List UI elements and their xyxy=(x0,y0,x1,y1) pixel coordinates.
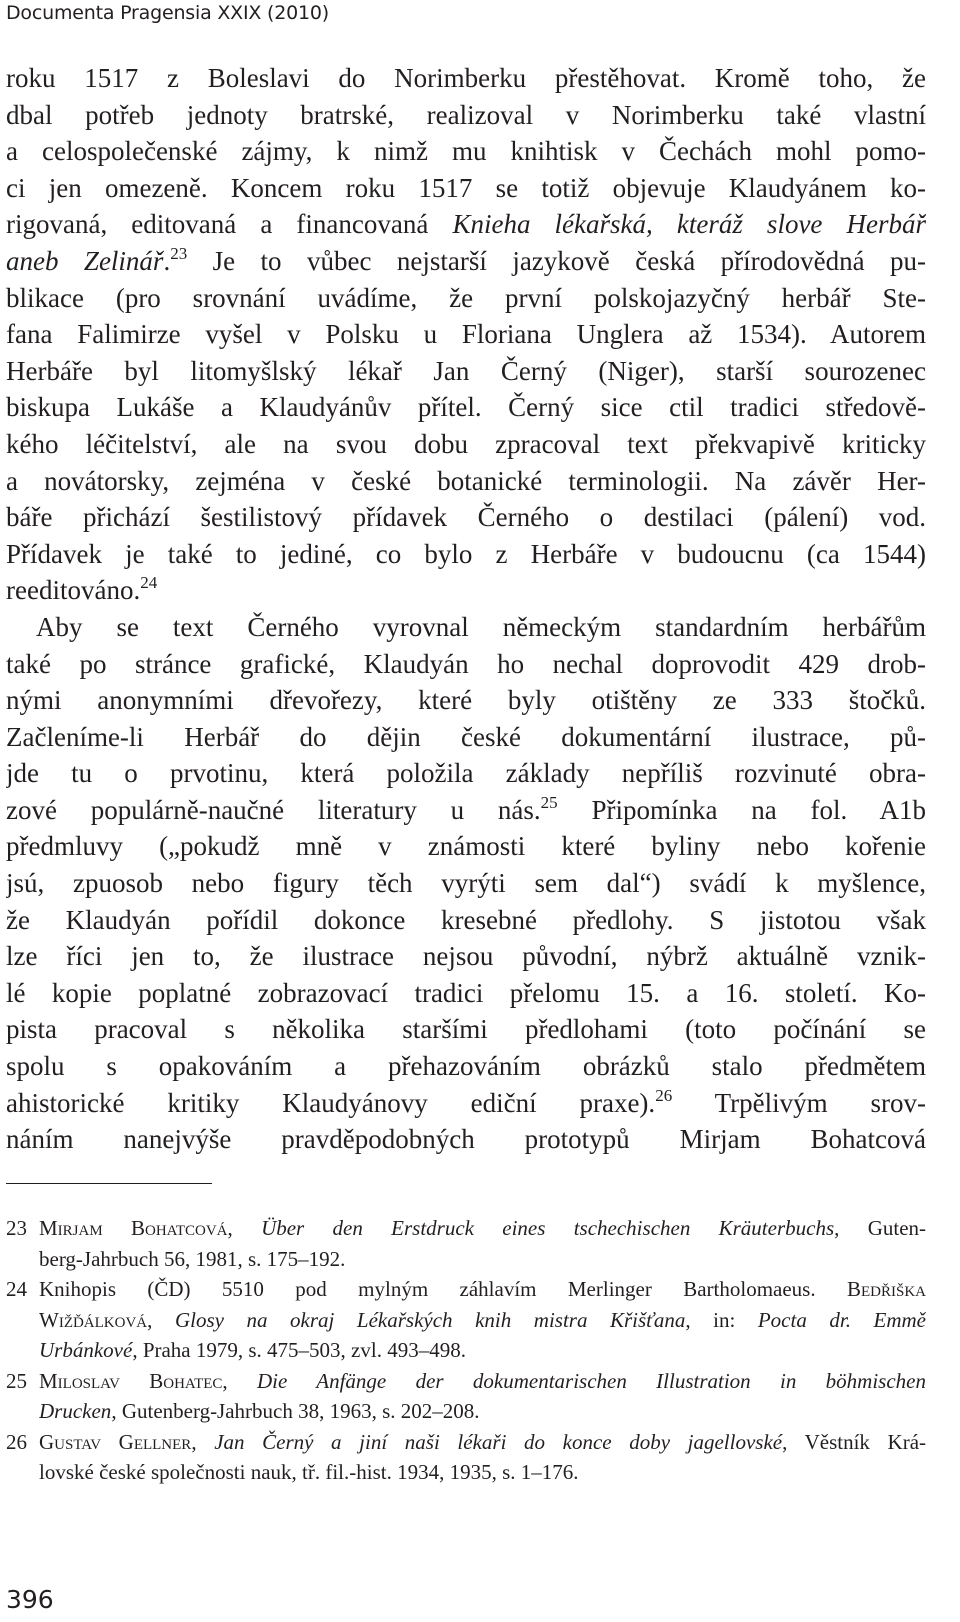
footnote-ref-26[interactable]: 26 xyxy=(655,1085,673,1105)
paragraph-2 xyxy=(6,609,926,1158)
text-run: Knihopis (ČD) 5510 pod mylným záhlavím Merlinger Bartholomaeus. xyxy=(39,1277,847,1301)
author-name: Gustav Gellner xyxy=(39,1429,192,1454)
text-line: že Klaudyán pořídil dokonce kresebné předlohy. S jistotou však xyxy=(6,904,926,935)
work-title-italic: Pocta dr. Emmě xyxy=(757,1307,926,1332)
text-line xyxy=(6,792,926,829)
footnote-line: berg-Jahrbuch 56, 1981, s. 175–192. xyxy=(39,1246,346,1271)
text-run: zové populárně-naučné literatury u nás. xyxy=(6,794,541,825)
author-name: Mirjam Bohatcová xyxy=(39,1216,228,1240)
text-line: jsú, zpuosob nebo figury těch vyrýti sem dal“) svádí k myšlence, xyxy=(6,868,926,899)
footnote-line xyxy=(39,1366,926,1397)
text-run: Je to vůbec nejstarší jazykově česká přírodovědná pu- xyxy=(187,245,926,276)
footnote-line: lovské české společnosti nauk, tř. fil.-hist. 1934, 1935, s. 1–176. xyxy=(39,1460,579,1484)
footnote-line xyxy=(39,1396,926,1427)
footnote-number: 25 xyxy=(6,1368,27,1393)
text-line: fana Falimirze vyšel v Polsku u Floriana Unglera až 1534). Autorem xyxy=(6,319,926,350)
text-line: náním nanejvýše pravděpodobných prototypů Mirjam Bohatcová xyxy=(6,1124,926,1155)
footnote-number: 24 xyxy=(6,1277,27,1301)
text-run: , Guten- xyxy=(834,1216,926,1240)
text-line: dbal potřeb jednoty bratrské, realizoval v Norimberku také vlastní xyxy=(6,99,926,130)
text-run: , xyxy=(191,1429,215,1454)
footnote-line xyxy=(39,1213,926,1244)
book-title-italic: Knieha lékařská, kteráž slove Herbář xyxy=(452,209,926,240)
footnote-line xyxy=(39,1274,926,1305)
footnote-line xyxy=(39,1305,926,1336)
work-title-italic: Urbánkové xyxy=(39,1338,133,1362)
text-line: Herbáře byl litomyšlský lékař Jan Černý (Niger), starší sourozenec xyxy=(6,355,926,386)
text-line xyxy=(6,243,926,280)
text-run: , Věstník Krá- xyxy=(782,1429,926,1454)
text-line: báře přichází šestilistový přídavek Černého o destilaci (pálení) vod. xyxy=(6,502,926,533)
footnote-line xyxy=(39,1427,926,1458)
footnote-ref-25[interactable]: 25 xyxy=(540,792,558,812)
text-line: roku 1517 z Boleslavi do Norimberku přestěhovat. Kromě toho, že xyxy=(6,63,926,93)
text-run: , xyxy=(227,1216,262,1240)
text-run: , xyxy=(222,1368,257,1393)
text-line: lé kopie poplatné zobrazovací tradici přelomu 15. a 16. století. Ko- xyxy=(6,977,926,1008)
running-head: Documenta Pragensia XXIX (2010) xyxy=(6,2,330,24)
text-run: , xyxy=(147,1307,175,1332)
work-title-italic: Jan Černý a jiní naši lékaři do konce doby jagellovské xyxy=(214,1429,783,1454)
text-line: blikace (pro srovnání uvádíme, že první polskojazyčný herbář Ste- xyxy=(6,282,926,313)
footnote-26 xyxy=(6,1427,926,1488)
text-line: a celospolečenské zájmy, k nimž mu knihtisk v Čechách mohl pomo- xyxy=(6,136,926,167)
footnote-24 xyxy=(6,1274,926,1366)
main-text xyxy=(6,60,926,1158)
paragraph-1 xyxy=(6,60,926,609)
text-run: rigovaná, editovaná a financovaná xyxy=(6,209,453,240)
page-number: 396 xyxy=(6,1585,54,1614)
author-name: Miloslav Bohatec xyxy=(39,1368,223,1393)
author-name: Bedřiška xyxy=(846,1277,926,1301)
footnote-23 xyxy=(6,1213,926,1274)
text-line: také po stránce grafické, Klaudyán ho nechal doprovodit 429 drob- xyxy=(6,648,926,679)
text-line: Aby se text Černého vyrovnal německým standardním herbářům xyxy=(36,611,926,642)
footnote-25 xyxy=(6,1366,926,1427)
text-run: reeditováno. xyxy=(6,575,141,606)
footnote-number: 26 xyxy=(6,1429,27,1454)
author-name: Wižďálková xyxy=(39,1307,148,1332)
work-title-italic: Drucken xyxy=(39,1399,112,1423)
text-line: nými anonymními dřevořezy, které byly otištěny ze 333 štočků. xyxy=(6,685,926,716)
work-title-italic: Glosy na okraj Lékařských knih mistra Křišťana xyxy=(174,1307,686,1332)
text-line xyxy=(6,206,926,243)
text-run: , in: xyxy=(685,1307,758,1332)
text-line: pista pracoval s několika staršími předlohami (toto počínání se xyxy=(6,1014,926,1045)
footnote-ref-23[interactable]: 23 xyxy=(170,243,188,263)
work-title-italic: Die Anfänge der dokumentarischen Illustration in böhmischen xyxy=(256,1368,926,1393)
text-run: , Gutenberg-Jahrbuch 38, 1963, s. 202–208. xyxy=(111,1399,480,1423)
text-line: Přídavek je také to jediné, co bylo z Herbáře v budoucnu (ca 1544) xyxy=(6,538,926,569)
text-run: . xyxy=(163,245,171,276)
text-line: ci jen omezeně. Koncem roku 1517 se totiž objevuje Klaudyánem ko- xyxy=(6,172,926,203)
text-line: lze říci jen to, že ilustrace nejsou původní, nýbrž aktuálně vznik- xyxy=(6,941,926,972)
text-line: biskupa Lukáše a Klaudyánův přítel. Černý sice ctil tradici středově- xyxy=(6,392,926,423)
work-title-italic: Über den Erstdruck eines tschechischen Kräuterbuchs xyxy=(261,1216,835,1240)
book-title-italic: aneb Zelinář xyxy=(6,245,164,276)
text-run: ahistorické kritiky Klaudyánovy ediční praxe). xyxy=(6,1087,656,1118)
text-line: a novátorsky, zejména v české botanické terminologii. Na závěr Her- xyxy=(6,465,926,496)
text-line: kého léčitelství, ale na svou dobu zpracoval text překvapivě kriticky xyxy=(6,428,926,459)
text-run: Připomínka na fol. A1b xyxy=(557,794,926,825)
text-line: předmluvy („pokudž mně v známosti které byliny nebo kořenie xyxy=(6,831,926,862)
footnotes xyxy=(6,1213,926,1488)
footnote-separator xyxy=(6,1183,212,1184)
text-line: jde tu o prvotinu, která položila základy nepříliš rozvinuté obra- xyxy=(6,758,926,789)
footnote-ref-24[interactable]: 24 xyxy=(140,573,158,593)
text-line: spolu s opakováním a přehazováním obrázků stalo předmětem xyxy=(6,1051,926,1082)
text-run: Trpělivým srov- xyxy=(672,1087,926,1118)
text-line: Začleníme-li Herbář do dějin české dokumentární ilustrace, pů- xyxy=(6,721,926,752)
footnote-line xyxy=(39,1335,926,1366)
text-line xyxy=(6,572,926,609)
footnote-number: 23 xyxy=(6,1216,27,1240)
text-run: , Praha 1979, s. 475–503, zvl. 493–498. xyxy=(132,1338,466,1362)
text-line xyxy=(6,1085,926,1122)
